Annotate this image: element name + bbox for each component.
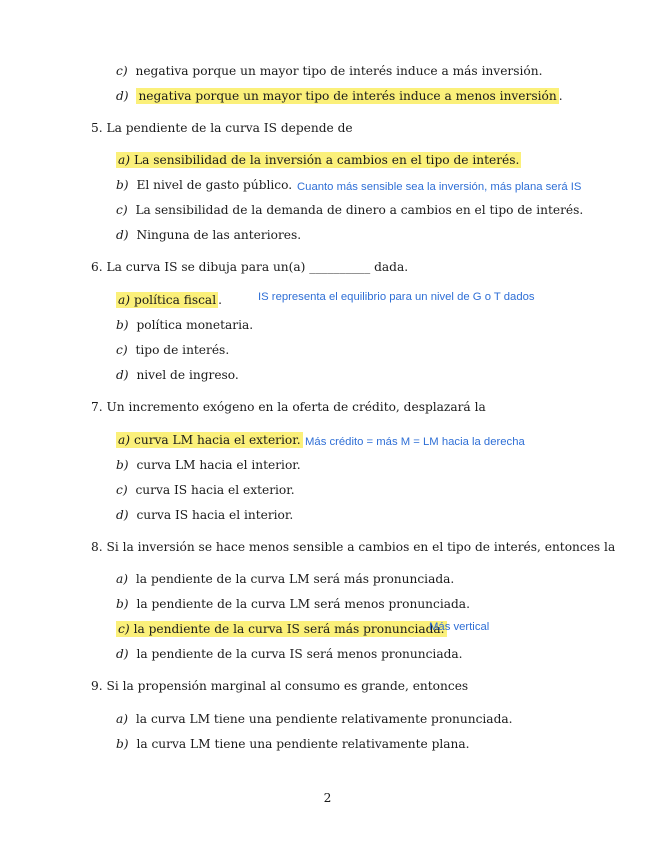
option-8a [116, 571, 454, 587]
option-trail: . [218, 293, 222, 307]
question-text: La pendiente de la curva IS depende de [106, 121, 353, 135]
option-text: El nivel de gasto público. [136, 178, 293, 192]
option-6a [116, 292, 222, 308]
option-label: b) [116, 737, 129, 751]
option-label: a) [116, 572, 129, 586]
option-text: la curva LM tiene una pendiente relativamente plana. [136, 737, 470, 751]
option-7b [116, 457, 301, 473]
option-9b [116, 736, 470, 752]
option-text: la pendiente de la curva LM será más pronunciada. [135, 572, 455, 586]
option-label: a) [118, 433, 131, 447]
option-label: a) [116, 712, 129, 726]
option-8c [116, 621, 447, 637]
option-text: La sensibilidad de la demanda de dinero a cambios en el tipo de interés. [135, 203, 584, 217]
highlighted-answer: negativa porque un mayor tipo de interés induce a menos inversión [138, 89, 557, 103]
option-label: d) [116, 647, 129, 661]
page-number: 2 [323, 791, 332, 805]
option-label: a) [118, 293, 131, 307]
option-label: d) [116, 368, 129, 382]
option-text: curva LM hacia el exterior. [134, 433, 301, 447]
annotation-note-7: Más crédito = más M = LM hacia la derecha [305, 436, 525, 448]
option-label: c) [116, 343, 128, 357]
highlighted-answer [116, 432, 303, 448]
option-text: la curva LM tiene una pendiente relativamente pronunciada. [135, 712, 513, 726]
option-text: curva IS hacia el exterior. [135, 483, 295, 497]
question-text: Un incremento exógeno en la oferta de crédito, desplazará la [106, 400, 486, 414]
option-text: negativa porque un mayor tipo de interés induce a más inversión. [135, 64, 543, 78]
option-6b [116, 317, 253, 333]
option-label: d) [116, 228, 129, 242]
option-text: curva LM hacia el interior. [136, 458, 301, 472]
option-text: tipo de interés. [135, 343, 230, 357]
option-5b [116, 177, 292, 193]
question-5 [91, 120, 353, 136]
question-6 [91, 259, 408, 275]
option-label: b) [116, 318, 129, 332]
option-label: b) [116, 458, 129, 472]
question-7 [91, 399, 486, 415]
question-8 [91, 539, 615, 555]
option-label: a) [118, 153, 131, 167]
question-9 [91, 678, 468, 694]
option-6c [116, 342, 229, 358]
option-label: b) [116, 597, 129, 611]
question-text: Si la propensión marginal al consumo es grande, entonces [106, 679, 469, 693]
option-text: Ninguna de las anteriores. [136, 228, 302, 242]
option-4d [116, 88, 563, 104]
option-5d [116, 227, 301, 243]
option-5a [116, 152, 521, 168]
question-number: 6. [91, 260, 103, 274]
annotation-note-5: Cuanto más sensible sea la inversión, más plana será IS [297, 181, 582, 193]
question-text: La curva IS se dibuja para un(a) __________ dada. [106, 260, 409, 274]
option-label: b) [116, 178, 129, 192]
option-8d [116, 646, 463, 662]
option-text: la pendiente de la curva LM será menos pronunciada. [136, 597, 470, 611]
option-9a [116, 711, 513, 727]
annotation-note-8: Más vertical [429, 621, 490, 633]
highlighted-answer [116, 152, 521, 168]
option-trail: . [558, 89, 563, 103]
option-4c [116, 63, 542, 79]
option-label: c) [116, 483, 128, 497]
question-text: Si la inversión se hace menos sensible a cambios en el tipo de interés, entonces la [106, 540, 616, 554]
annotation-note-6: IS representa el equilibrio para un nivel de G o T dados [258, 291, 535, 303]
option-text: la pendiente de la curva IS será más pronunciada. [133, 622, 445, 636]
question-number: 7. [91, 400, 103, 414]
option-label: d) [116, 508, 129, 522]
question-number: 5. [91, 121, 103, 135]
option-label: c) [118, 622, 130, 636]
highlighted-answer [116, 292, 218, 308]
question-number: 9. [91, 679, 103, 693]
option-label: c) [116, 203, 128, 217]
option-7a [116, 432, 303, 448]
option-7d [116, 507, 293, 523]
option-text: curva IS hacia el interior. [136, 508, 294, 522]
option-6d [116, 367, 239, 383]
option-8b [116, 596, 470, 612]
option-text: política monetaria. [136, 318, 254, 332]
option-5c [116, 202, 583, 218]
option-text: nivel de ingreso. [136, 368, 239, 382]
option-label: d) [116, 89, 129, 103]
option-label: c) [116, 64, 128, 78]
option-text: política fiscal [134, 293, 217, 307]
option-7c [116, 482, 295, 498]
option-text: la pendiente de la curva IS será menos pronunciada. [136, 647, 463, 661]
highlighted-answer [116, 621, 447, 637]
question-number: 8. [91, 540, 103, 554]
option-text: La sensibilidad de la inversión a cambios en el tipo de interés. [134, 153, 520, 167]
